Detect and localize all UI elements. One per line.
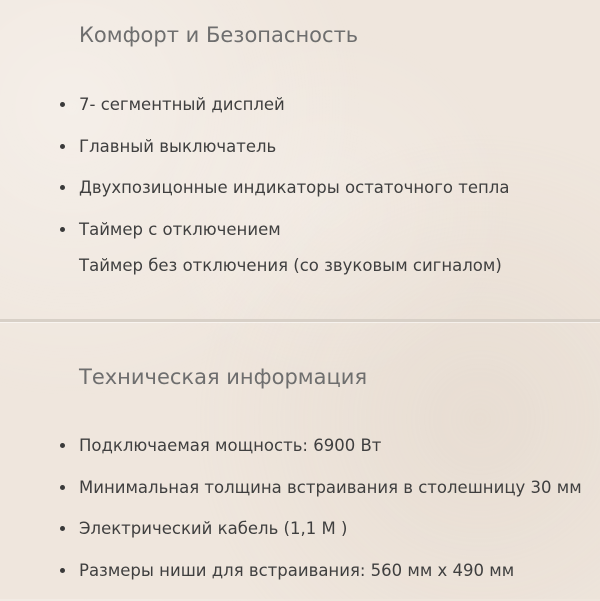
list-item-text: Электрический кабель (1,1 М ) bbox=[79, 519, 348, 538]
bullet-icon bbox=[60, 144, 65, 149]
bullet-icon bbox=[60, 227, 65, 232]
list-item-text: Двухпозицонные индикаторы остаточного тепла bbox=[79, 178, 510, 197]
list-item bbox=[0, 136, 509, 158]
list-item-text: Размеры ниши для встраивания: 560 мм x 490 мм bbox=[79, 560, 515, 580]
bullet-icon bbox=[60, 485, 65, 490]
bullet-icon bbox=[60, 185, 65, 190]
list-item-subtext: Таймер без отключения (со звуковым сигналом) bbox=[79, 255, 502, 275]
bullet-icon bbox=[60, 568, 65, 573]
list-item bbox=[0, 94, 509, 116]
list-item-text: 7- сегментный дисплей bbox=[79, 95, 285, 114]
list-item-text: Минимальная толщина встраивания в столешницу 30 мм bbox=[79, 477, 582, 497]
comfort-safety-heading: Комфорт и Безопасность bbox=[79, 23, 359, 47]
comfort-feature-list bbox=[0, 94, 509, 296]
bullet-icon bbox=[60, 102, 65, 107]
list-item bbox=[0, 435, 582, 457]
list-item-text: Таймер с отключением bbox=[79, 219, 281, 239]
list-item-text: Главный выключатель bbox=[79, 136, 277, 156]
list-item bbox=[0, 560, 582, 582]
list-item-text: Подключаемая мощность: 6900 Вт bbox=[79, 436, 382, 455]
technical-info-heading: Техническая информация bbox=[79, 365, 368, 389]
list-item bbox=[0, 177, 509, 199]
technical-info-list bbox=[0, 435, 582, 601]
list-item bbox=[0, 219, 509, 277]
technical-info-section bbox=[0, 322, 600, 599]
bullet-icon bbox=[60, 526, 65, 531]
list-item bbox=[0, 477, 582, 499]
list-item bbox=[0, 518, 582, 540]
bullet-icon bbox=[60, 443, 65, 448]
